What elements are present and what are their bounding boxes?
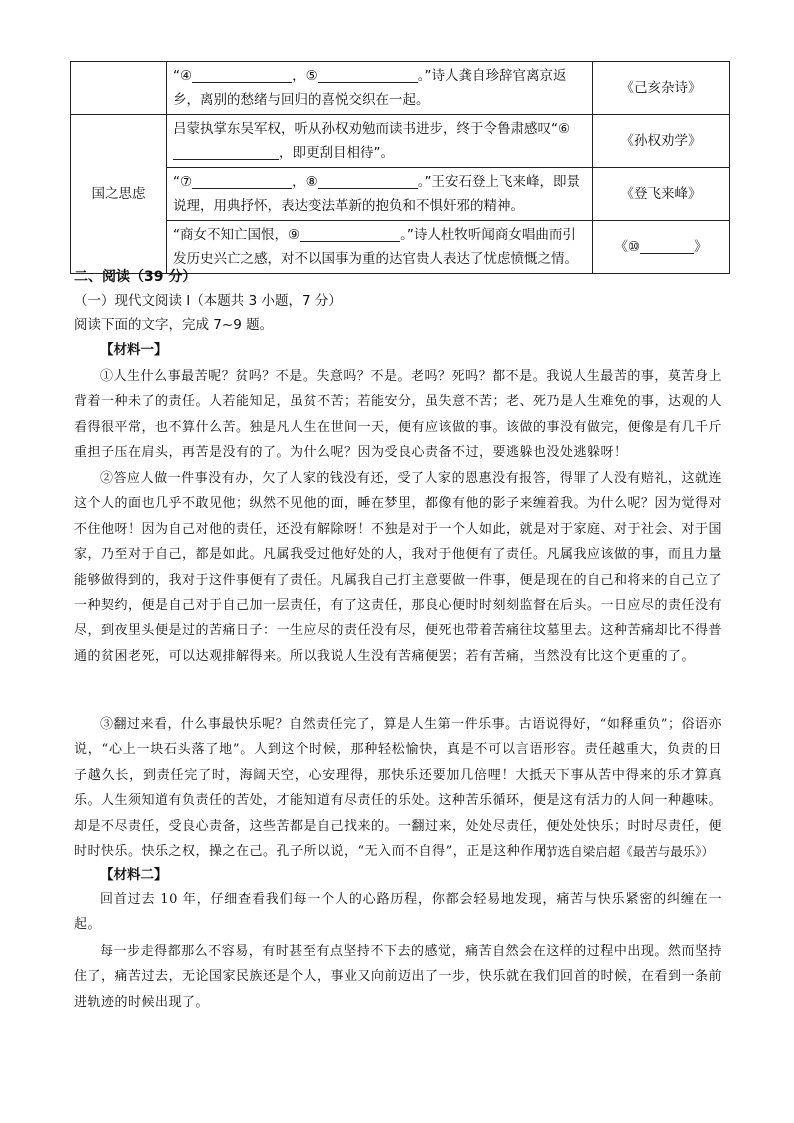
source-cell: 《己亥杂诗》	[593, 62, 730, 115]
section-instruction: 阅读下面的文字，完成 7~9 题。	[74, 317, 274, 333]
text: 。”诗人龚自珍辞官离京返乡，离别的愁绪与回归的喜悦交织在一起。	[173, 68, 567, 108]
material1-paragraph-3: ③翻过来看，什么事最快乐呢？自然责任完了，算是人生第一件乐事。古语说得好，“如释重负”；俗语亦说，“心上一块石头落了地”。人到这个时候，那种轻松愉快，真是不可以言语形容。责任越重大，负责的日子越久长，到责任完了时，海阔天空，心安理得，那快乐还要加几倍哩！大抵天下事从苦中得来的乐才算真乐。人生须知道有负责任的苦处，才能知道有尽责任的乐处。这种苦乐循环，便是这有活力的人间一种趣味。却是不尽责任，受良心责备，这些苦都是自己找来的。一翻过来，处处尽责任，便处处快乐；时时尽责任，便时时快乐。快乐之权，操之在己。孔子所以说，“无入而不自得”，正是这种作用。	[74, 717, 723, 860]
material2-paragraph-1: 回首过去 10 年，仔细查看我们每一个人的心路历程，你都会轻易地发现，痛苦与快乐紧密的纠缠在一起。	[74, 892, 722, 933]
section-subtitle: （一）现代文阅读 I（本题共 3 小题，7 分）	[74, 293, 342, 309]
text: “④	[173, 68, 193, 84]
fill-blank-4[interactable]	[192, 66, 292, 83]
content-cell	[167, 62, 593, 115]
source-cell	[593, 221, 730, 274]
fill-blank-8[interactable]	[318, 172, 418, 189]
content-cell	[167, 168, 593, 221]
content-cell	[167, 115, 593, 168]
table-row	[71, 115, 730, 168]
text: “⑦	[173, 174, 193, 190]
text: ，即更刮目相待”。	[279, 145, 394, 161]
text: 》	[694, 239, 708, 255]
section-title: 二、阅读（39 分）	[74, 269, 197, 285]
text: 。”王安石登上飞来峰，即景说理，用典抒怀，表达变法革新的抱负和不惧奸邪的精神。	[173, 174, 580, 214]
content-cell	[167, 221, 593, 274]
fill-blank-7[interactable]	[192, 172, 292, 189]
source-cell: 《孙权劝学》	[593, 115, 730, 168]
material1-paragraph-1: ①人生什么事最苦呢？贫吗？不是。失意吗？不是。老吗？死吗？都不是。我说人生最苦的事，莫苦身上背着一种未了的责任。人若能知足，虽贫不苦；若能安分，虽失意不苦；老、死乃是人生难免的事，达观的人看得很平常，也不算什么苦。独是凡人生在世间一天，便有应该做的事。该做的事没有做完，便像是有几千斤重担子压在肩头，再苦是没有的了。为什么呢？因为受良心责备不过，要逃躲也没处逃躲呀！	[74, 369, 723, 461]
category-cell	[71, 62, 167, 115]
text: 。”诗人杜牧听闻商女唱曲而引发历史兴亡之感，对不以国事为重的达官贵人表达了忧虑愤慨之情。	[173, 227, 578, 267]
fill-blank-10[interactable]	[640, 237, 694, 254]
table-row	[71, 62, 730, 115]
text: 《⑩	[614, 239, 641, 255]
fill-blank-9[interactable]	[300, 225, 400, 242]
text: “商女不知亡国恨，⑨	[173, 227, 301, 243]
material2-paragraph-2: 每一步走得都那么不容易，有时甚至有点坚持不下去的感觉，痛苦自然会在这样的过程中出现。然而坚持住了，痛苦过去，无论国家民族还是个人，事业又向前迈出了一步，快乐就在我们回首的时候，在看到一条前进轨迹的时候出现了。	[74, 944, 723, 1010]
fill-blank-6[interactable]	[173, 143, 279, 160]
material1-paragraph-2: ②答应人做一件事没有办，欠了人家的钱没有还，受了人家的恩惠没有报答，得罪了人没有赔礼，这就连这个人的面也几乎不敢见他；纵然不见他的面，睡在梦里，都像有他的影子来缠着我。为什么呢？因为觉得对不住他呀！因为自己对他的责任，还没有解除呀！不独是对于一个人如此，就是对于家庭、对于社会、对于国家，乃至对于自己，都是如此。凡属我受过他好处的人，我对于他便有了责任。凡属我应该做的事，而且力量能够做得到的，我对于这件事便有了责任。凡属我自己打主意要做一件事，便是现在的自己和将来的自己立了一种契约，便是自己对于自己加一层责任，有了这责任，那良心便时时刻刻监督在后头。一日应尽的责任没有尽，到夜里头便是过的苦痛日子：一生应尽的责任没有尽，便死也带着苦痛往坟墓里去。这种苦痛却比不得普通的贫困老死，可以达观排解得来。所以我说人生没有苦痛便罢；若有苦痛，当然没有比这个更重的了。	[74, 471, 723, 664]
material1-heading: 【材料一】	[100, 342, 168, 358]
text: ，⑤	[292, 68, 318, 84]
source-cell: 《登飞来峰》	[593, 168, 730, 221]
text: ，⑧	[292, 174, 318, 190]
category-cell: 国之思虑	[71, 115, 167, 274]
table-row	[71, 168, 730, 221]
material1-source: （节选自梁启超《最苦与最乐》）	[532, 844, 714, 859]
material2-heading: 【材料二】	[100, 867, 168, 883]
text: 吕蒙执掌东吴军权，听从孙权劝勉而读书进步，终于令鲁肃感叹“⑥	[173, 121, 571, 137]
fill-blank-5[interactable]	[318, 66, 418, 83]
poem-table	[70, 61, 730, 274]
